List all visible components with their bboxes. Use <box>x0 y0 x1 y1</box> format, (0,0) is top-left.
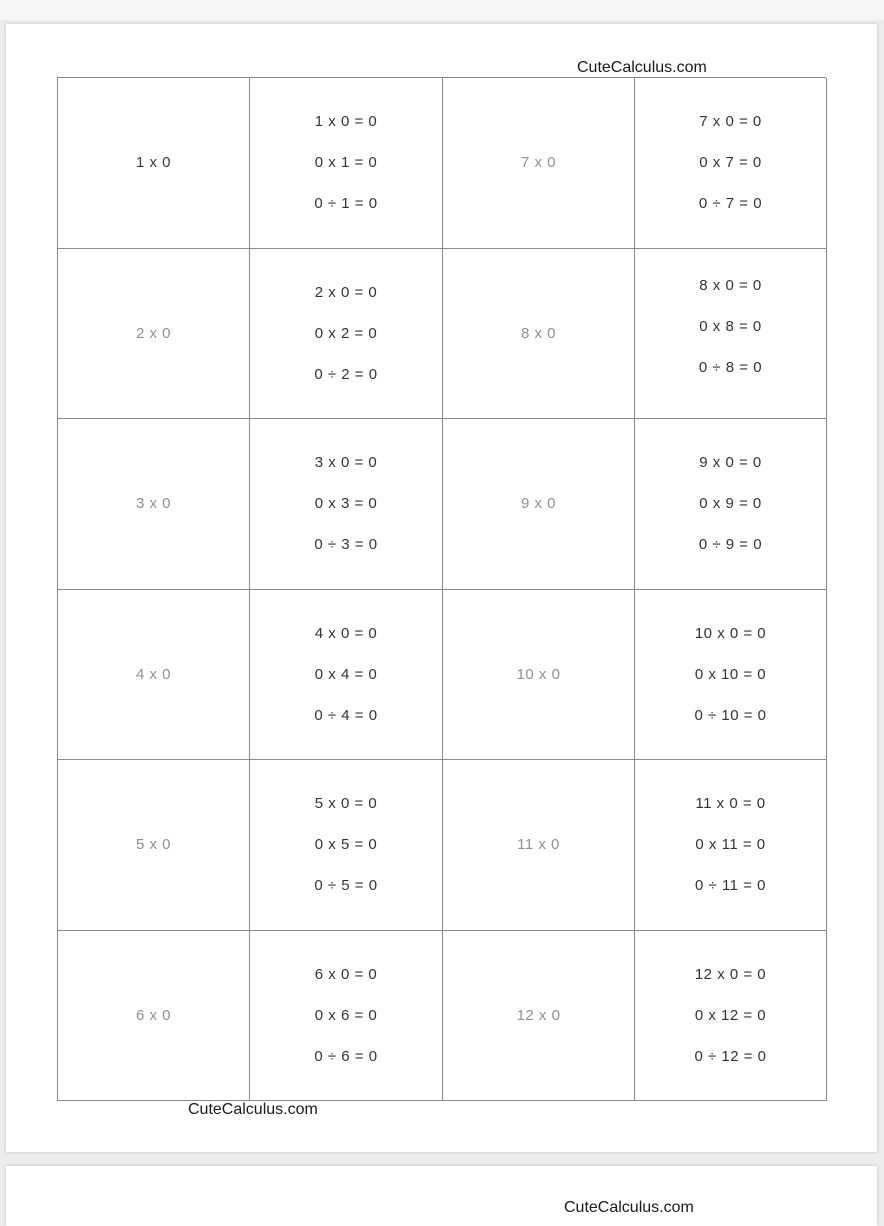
answer-cell <box>635 419 827 590</box>
question-cell <box>443 78 635 249</box>
answer-line: 2 x 0 = 0 <box>314 283 378 301</box>
answer-line: 4 x 0 = 0 <box>314 624 378 642</box>
answer-line: 0 x 6 = 0 <box>314 1006 378 1024</box>
answer-cell <box>250 760 443 931</box>
question-text: 10 x 0 <box>516 665 561 683</box>
answer-cell <box>250 590 443 761</box>
answer-line: 0 x 4 = 0 <box>314 665 378 683</box>
question-cell <box>58 249 250 420</box>
answer-line: 0 x 8 = 0 <box>699 317 762 335</box>
answer-line: 0 ÷ 1 = 0 <box>314 195 378 213</box>
answer-cell <box>635 931 827 1102</box>
answer-line: 10 x 0 = 0 <box>694 624 767 642</box>
answer-line: 0 x 10 = 0 <box>694 665 767 683</box>
question-cell <box>443 760 635 931</box>
next-page-watermark: CuteCalculus.com <box>564 1199 694 1216</box>
answer-line: 0 x 2 = 0 <box>314 324 378 342</box>
question-cell <box>443 931 635 1102</box>
answer-line: 0 x 12 = 0 <box>694 1006 767 1024</box>
question-cell <box>58 419 250 590</box>
question-cell <box>443 419 635 590</box>
answer-line: 11 x 0 = 0 <box>695 795 766 813</box>
answer-cell <box>250 78 443 249</box>
answer-cell <box>635 249 827 420</box>
answer-line: 0 ÷ 9 = 0 <box>698 536 763 554</box>
answer-line: 0 ÷ 10 = 0 <box>694 706 767 724</box>
question-text: 8 x 0 <box>520 324 557 342</box>
answer-line: 3 x 0 = 0 <box>314 454 378 472</box>
answer-line: 0 ÷ 12 = 0 <box>694 1047 767 1065</box>
answer-line: 0 ÷ 8 = 0 <box>698 358 763 376</box>
question-cell <box>58 931 250 1102</box>
answer-line: 0 x 1 = 0 <box>314 154 378 172</box>
question-text: 6 x 0 <box>135 1006 172 1024</box>
question-text: 7 x 0 <box>520 154 557 172</box>
answer-line: 0 x 7 = 0 <box>699 154 762 172</box>
question-cell <box>58 590 250 761</box>
answer-line: 9 x 0 = 0 <box>699 454 762 472</box>
question-text: 11 x 0 <box>517 836 560 854</box>
question-text: 3 x 0 <box>135 495 172 513</box>
answer-line: 0 ÷ 11 = 0 <box>695 877 766 895</box>
answer-line: 7 x 0 = 0 <box>699 113 762 131</box>
answer-cell <box>635 78 827 249</box>
header-watermark: CuteCalculus.com <box>577 59 707 76</box>
answer-cell <box>250 419 443 590</box>
answer-line: 0 ÷ 7 = 0 <box>698 195 763 213</box>
answer-cell <box>250 249 443 420</box>
question-cell <box>58 78 250 249</box>
viewer-top-strip <box>0 0 884 20</box>
question-text: 5 x 0 <box>135 836 172 854</box>
answer-line: 12 x 0 = 0 <box>694 965 767 983</box>
answer-line: 0 ÷ 5 = 0 <box>314 877 378 895</box>
answer-line: 0 x 5 = 0 <box>314 836 378 854</box>
question-cell <box>443 590 635 761</box>
question-text: 9 x 0 <box>520 495 557 513</box>
next-page-preview <box>6 1166 877 1226</box>
question-text: 12 x 0 <box>516 1006 561 1024</box>
answer-cell <box>635 760 827 931</box>
answer-line: 0 ÷ 6 = 0 <box>314 1047 378 1065</box>
question-text: 1 x 0 <box>135 154 172 172</box>
answer-line: 0 ÷ 3 = 0 <box>314 536 378 554</box>
question-text: 4 x 0 <box>135 665 172 683</box>
answer-cell <box>635 590 827 761</box>
answer-line: 1 x 0 = 0 <box>314 113 378 131</box>
answer-cell <box>250 931 443 1102</box>
question-cell <box>58 760 250 931</box>
answer-line: 8 x 0 = 0 <box>699 276 762 294</box>
worksheet-page <box>6 24 877 1152</box>
flashcard-grid <box>57 77 826 1101</box>
answer-line: 0 x 3 = 0 <box>314 495 378 513</box>
answer-line: 6 x 0 = 0 <box>314 965 378 983</box>
answer-line: 0 x 11 = 0 <box>695 836 766 854</box>
question-text: 2 x 0 <box>135 324 172 342</box>
answer-line: 0 x 9 = 0 <box>699 495 762 513</box>
answer-line: 0 ÷ 2 = 0 <box>314 365 378 383</box>
footer-watermark: CuteCalculus.com <box>188 1101 318 1118</box>
answer-line: 0 ÷ 4 = 0 <box>314 706 378 724</box>
question-cell <box>443 249 635 420</box>
answer-line: 5 x 0 = 0 <box>314 795 378 813</box>
